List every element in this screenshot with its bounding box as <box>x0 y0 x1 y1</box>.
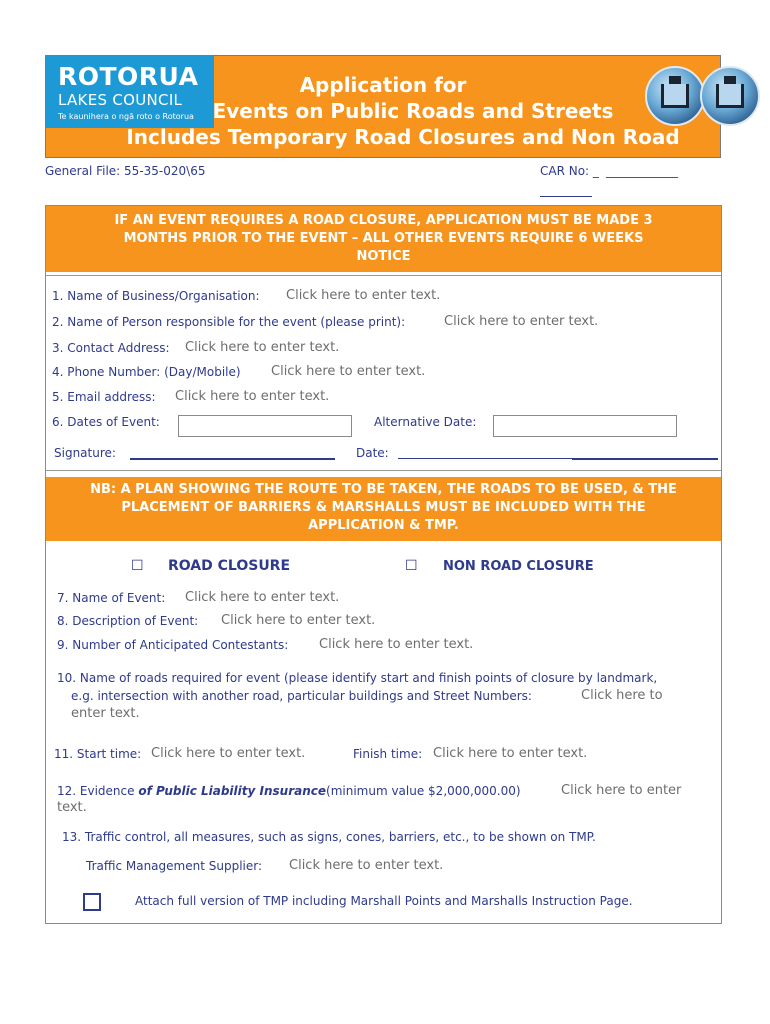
contact-address-input[interactable]: Click here to enter text. <box>185 340 340 355</box>
event-description-input[interactable]: Click here to enter text. <box>221 613 376 628</box>
general-file: General File: 55-35-020\65 <box>45 164 206 178</box>
field-11-label: 11. Start time: <box>54 747 142 761</box>
nb-line-3: APPLICATION & TMP. <box>308 518 459 533</box>
divider <box>46 470 721 471</box>
non-road-closure-label: NON ROAD CLOSURE <box>443 559 594 574</box>
nb-line-2: PLACEMENT OF BARRIERS & MARSHALLS MUST BE INCLUDED WITH THE <box>121 500 646 515</box>
field-12-emphasis: of Public Liability Insurance <box>138 784 327 798</box>
date-label: Date: <box>356 446 389 460</box>
field-10-label-line-1: 10. Name of roads required for event (please identify start and finish points of closure by landmark, <box>57 671 658 685</box>
business-name-input[interactable]: Click here to enter text. <box>286 288 441 303</box>
field-13-label: 13. Traffic control, all measures, such as signs, cones, barriers, etc., to be shown on TMP. <box>62 830 596 844</box>
logo-name: ROTORUA <box>58 62 199 91</box>
contestants-input[interactable]: Click here to enter text. <box>319 637 474 652</box>
field-2-label: 2. Name of Person responsible for the event (please print): <box>52 315 406 329</box>
field-12-prefix: 12. Evidence <box>57 784 139 798</box>
title-line-2: Events on Public Roads and Streets <box>212 99 614 123</box>
field-12-suffix: (minimum value $2,000,000.00) <box>326 784 521 798</box>
finish-time-label: Finish time: <box>353 747 423 761</box>
logo-tagline: Te kaunihera o ngā roto o Rotorua <box>58 112 194 121</box>
event-date-input[interactable] <box>178 415 352 437</box>
signature-label: Signature: <box>54 446 116 460</box>
car-no-underline <box>540 196 592 197</box>
field-3-label: 3. Contact Address: <box>52 341 170 355</box>
field-5-label: 5. Email address: <box>52 390 156 404</box>
field-10-label-line-2: e.g. intersection with another road, particular buildings and Street Numbers: <box>71 689 532 703</box>
event-name-input[interactable]: Click here to enter text. <box>185 590 340 605</box>
start-time-input[interactable]: Click here to enter text. <box>151 746 306 761</box>
field-7-label: 7. Name of Event: <box>57 591 166 605</box>
insurance-input-cont[interactable]: text. <box>57 800 87 815</box>
email-input[interactable]: Click here to enter text. <box>175 389 330 404</box>
divider <box>46 275 721 276</box>
print-icon[interactable] <box>645 66 705 126</box>
field-6-label: 6. Dates of Event: <box>52 415 160 429</box>
responsible-person-input[interactable]: Click here to enter text. <box>444 314 599 329</box>
road-closure-label: ROAD CLOSURE <box>168 558 291 574</box>
nb-line-1: NB: A PLAN SHOWING THE ROUTE TO BE TAKEN, THE ROADS TO BE USED, & THE <box>90 482 677 497</box>
road-closure-checkbox[interactable]: ☐ <box>131 558 144 574</box>
notice-line-2: MONTHS PRIOR TO THE EVENT – ALL OTHER EVENTS REQUIRE 6 WEEKS <box>123 231 644 246</box>
notice-line-3: NOTICE <box>356 249 411 264</box>
form-frame <box>45 205 722 924</box>
signature-line[interactable] <box>130 458 335 460</box>
roads-input-cont[interactable]: enter text. <box>71 706 140 721</box>
car-no-field[interactable]: ____________ <box>606 164 678 178</box>
finish-time-input[interactable]: Click here to enter text. <box>433 746 588 761</box>
field-12-label <box>57 784 521 798</box>
phone-input[interactable]: Click here to enter text. <box>271 364 426 379</box>
date-line-bold <box>572 458 718 460</box>
attach-tmp-label: Attach full version of TMP including Marshall Points and Marshalls Instruction Page. <box>135 894 633 908</box>
field-1-label: 1. Name of Business/Organisation: <box>52 289 260 303</box>
notice-line-1: IF AN EVENT REQUIRES A ROAD CLOSURE, APPLICATION MUST BE MADE 3 <box>114 213 653 228</box>
nb-band <box>46 477 721 541</box>
insurance-input[interactable]: Click here to enter <box>561 783 682 798</box>
notice-band <box>46 206 721 272</box>
car-no-label: CAR No: _ <box>540 164 599 178</box>
title-line-1: Application for <box>299 73 467 97</box>
field-8-label: 8. Description of Event: <box>57 614 199 628</box>
supplier-input[interactable]: Click here to enter text. <box>289 858 444 873</box>
title-line-3: Includes Temporary Road Closures and Non Road <box>126 125 680 149</box>
logo-sub: LAKES COUNCIL <box>58 91 183 109</box>
attach-tmp-checkbox[interactable] <box>83 893 101 911</box>
supplier-label: Traffic Management Supplier: <box>86 859 263 873</box>
field-4-label: 4. Phone Number: (Day/Mobile) <box>52 365 241 379</box>
alt-date-input[interactable] <box>493 415 677 437</box>
non-road-closure-checkbox[interactable]: ☐ <box>405 558 418 574</box>
save-icon[interactable] <box>700 66 760 126</box>
roads-input[interactable]: Click here to <box>581 688 663 703</box>
field-9-label: 9. Number of Anticipated Contestants: <box>57 638 289 652</box>
alt-date-label: Alternative Date: <box>374 415 477 429</box>
